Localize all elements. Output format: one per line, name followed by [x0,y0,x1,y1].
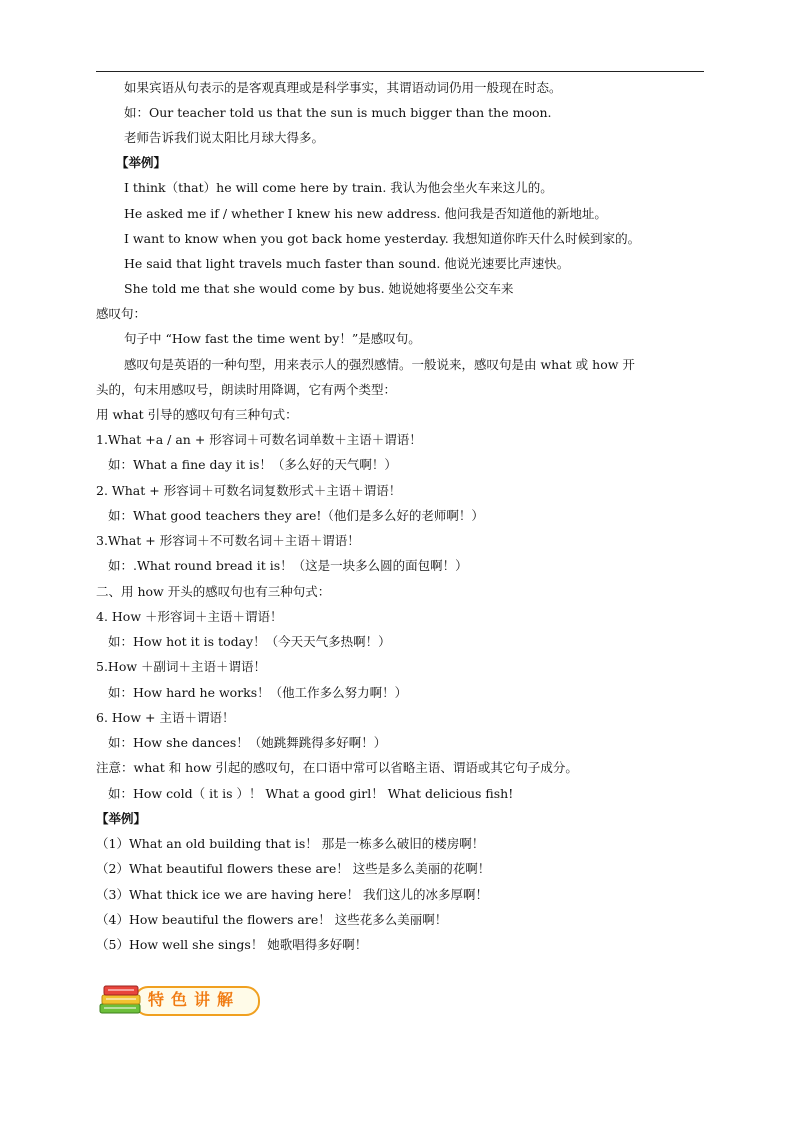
text-line: I want to know when you got back home yesterday. 我想知道你昨天什么时候到家的。 [124,231,641,246]
text-line: 如：What good teachers they are!（他们是多么好的老师啊！） [108,508,484,523]
header-rule [96,71,704,72]
text-line: 感叹句： [96,306,147,321]
section-heading: 【举例】 [96,811,147,826]
text-line: 如：How hard he works！（他工作多么努力啊！） [108,685,408,700]
text-line: I think（that）he will come here by train. 我认为他会坐火车来这儿的。 [124,180,553,195]
text-line: 如：Our teacher told us that the sun is much bigger than the moon. [124,105,552,120]
text-line: 5.How ＋副词＋主语＋谓语！ [96,659,267,674]
text-line: （4）How beautiful the flowers are！ 这些花多么美丽啊！ [96,912,448,927]
text-line: 用 what 引导的感叹句有三种句式： [96,407,298,422]
text-line: 如：How hot it is today！（今天天气多热啊！） [108,634,391,649]
text-line: （3）What thick ice we are having here！ 我们这儿的冰多厚啊！ [96,887,489,902]
text-line: 注意：what 和 how 引起的感叹句，在口语中常可以省略主语、谓语或其它句子成分。 [96,760,578,775]
text-line: He said that light travels much faster than sound. 他说光速要比声速快。 [124,256,570,271]
text-line: 3.What + 形容词＋不可数名词＋主语＋谓语！ [96,533,360,548]
text-line: 老师告诉我们说太阳比月球大得多。 [124,130,325,145]
text-line: 如：What a fine day it is！（多么好的天气啊！） [108,457,397,472]
text-line: 1.What +a / an + 形容词＋可数名词单数＋主语＋谓语！ [96,432,422,447]
text-line: 如：How she dances！（她跳舞跳得多好啊！） [108,735,387,750]
text-line: 如果宾语从句表示的是客观真理或是科学事实，其谓语动词仍用一般现在时态。 [124,80,562,95]
text-line: She told me that she would come by bus. 她说她将要坐公交车来 [124,281,514,296]
text-line: （5）How well she sings！ 她歌唱得多好啊！ [96,937,368,952]
text-line: 句子中 “How fast the time went by！”是感叹句。 [124,331,421,346]
text-line: 二、用 how 开头的感叹句也有三种句式： [96,584,331,599]
text-line: He asked me if / whether I knew his new address. 他问我是否知道他的新地址。 [124,206,607,221]
text-line: （1）What an old building that is！ 那是一栋多么破旧的楼房啊！ [96,836,485,851]
banner-label: 特色讲解 [148,990,241,1009]
text-line: 6. How + 主语＋谓语！ [96,710,235,725]
text-line: 头的，句末用感叹号，朗读时用降调，它有两个类型： [96,382,397,397]
books-icon [96,980,152,1020]
section-heading: 【举例】 [116,155,167,170]
text-line: 如：.What round bread it is！（这是一块多么圆的面包啊！） [108,558,468,573]
text-line: （2）What beautiful flowers these are！ 这些是多么美丽的花啊！ [96,861,491,876]
feature-banner [96,980,260,1020]
text-line: 2. What + 形容词＋可数名词复数形式＋主语＋谓语！ [96,483,402,498]
text-line: 4. How ＋形容词＋主语＋谓语！ [96,609,283,624]
text-line: 如：How cold（ it is ）！ What a good girl！ What delicious fish! [108,786,514,801]
text-line: 感叹句是英语的一种句型，用来表示人的强烈感情。一般说来，感叹句是由 what 或 how 开 [124,357,635,372]
